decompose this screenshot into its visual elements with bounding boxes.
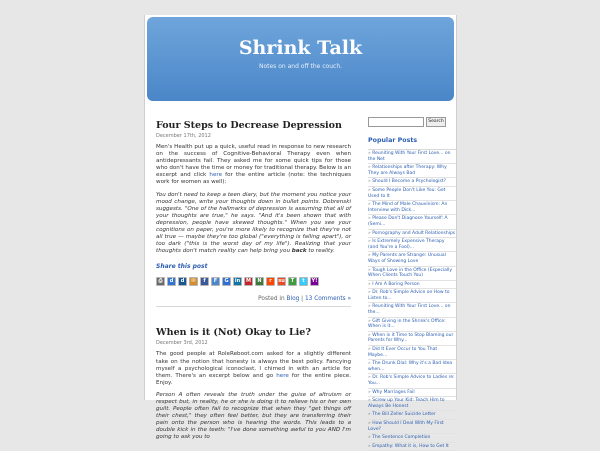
popular-post-link[interactable]: [368, 389, 456, 398]
popular-post-link[interactable]: [368, 289, 456, 303]
popular-post-title: Dr. Rob's Simple Advice to Ladies re: You...: [368, 375, 455, 386]
bullet-icon: »: [368, 202, 373, 208]
bullet-icon: »: [368, 443, 373, 449]
popular-post-title: Did It Ever Occur to You That Maybe...: [368, 347, 438, 358]
popular-post-link[interactable]: [368, 443, 456, 451]
main-content: [156, 120, 351, 447]
popular-post-title: Reuniting With Your First Love... on the...: [368, 304, 451, 316]
bullet-icon: »: [368, 230, 373, 236]
meta-separator: |: [301, 296, 304, 303]
popular-post-link[interactable]: [368, 267, 456, 281]
bullet-icon: »: [368, 216, 373, 222]
popular-post-title: Should I Become a Psychologist?: [372, 179, 446, 185]
popular-post-link[interactable]: [368, 230, 456, 239]
print-icon[interactable]: ⎙: [156, 277, 165, 286]
reddit-icon[interactable]: r: [266, 277, 275, 286]
popular-post-link[interactable]: [368, 201, 456, 215]
bullet-icon: »: [368, 375, 373, 381]
popular-post-title: Dr. Rob's Simple Advice on How to Listen to...: [368, 290, 450, 301]
popular-post-title: Screw up Your Kid: Teach Him to Always Be Honest: [368, 398, 445, 409]
popular-post-link[interactable]: [368, 434, 456, 443]
post: [156, 327, 351, 441]
stumbleupon-icon[interactable]: su: [278, 278, 285, 285]
post: [156, 120, 351, 303]
popular-post-title: Tough Love in the Office (Especially When Clients Touch You): [368, 267, 453, 279]
popular-post-title: My Parents are Strange: Unusual Ways of Showing Love: [368, 253, 446, 264]
bullet-icon: »: [368, 420, 373, 426]
popular-post-link[interactable]: [368, 238, 456, 252]
popular-post-link[interactable]: [368, 411, 456, 420]
post-paragraph: [156, 144, 351, 187]
page-container: [144, 15, 457, 449]
comments-link[interactable]: 13 Comments »: [304, 296, 351, 303]
popular-post-link[interactable]: [368, 360, 456, 374]
bullet-icon: »: [368, 179, 373, 185]
post-quote: Person A often reveals the truth under the guise of altruism or respect but, in reality, he or she is doing it to relieve his or her own guilt. People often fail to recognize that when they "get things off their chest," they often feel better, but they are transferring their pain onto the person who is hearing the words. This leads to a double kick in the teeth: "I've done something awful to you AND I'm going to ask you to: [156, 391, 351, 441]
bullet-icon: »: [368, 187, 373, 193]
bullet-icon: »: [368, 361, 373, 367]
post-title-link[interactable]: Four Steps to Decrease Depression: [156, 120, 342, 131]
bullet-icon: »: [368, 412, 373, 418]
bullet-icon: »: [368, 318, 373, 324]
popular-post-title: Reuniting With Your First Love... on the Net: [368, 151, 451, 162]
sidebar: [368, 105, 456, 451]
bullet-icon: »: [368, 151, 373, 156]
search-form: [368, 117, 456, 127]
post-text-bold: back: [291, 248, 307, 255]
popular-post-link[interactable]: [368, 420, 456, 434]
popular-post-title: The Sentence Completion: [372, 435, 431, 441]
bullet-icon: »: [368, 165, 373, 171]
popular-posts-heading: Popular Posts: [368, 137, 418, 144]
post-text: The good people at RoleReboot.com asked for a slightly different take on the notion that honesty is always the best policy. Fancying myself a psychological iconoclast, I chimed in with an article for them. There's an excerpt below and go: [156, 351, 351, 379]
popular-post-link[interactable]: [368, 164, 456, 178]
bullet-icon: »: [368, 304, 373, 310]
popular-post-link[interactable]: [368, 281, 456, 290]
google-icon[interactable]: G: [222, 277, 231, 286]
post-date: December 3rd, 2012: [156, 340, 208, 347]
search-button[interactable]: Search: [426, 117, 446, 127]
popular-post-title: The Bill Zeller Suicide Letter: [372, 412, 436, 418]
post-title-link[interactable]: When is it (Not) Okay to Lie?: [156, 327, 311, 339]
digg-icon[interactable]: d: [178, 277, 187, 286]
popular-post-title: Please Don't Diagnose Yourself: A (Semi...: [368, 216, 448, 227]
share-icons-row: [156, 277, 351, 286]
posted-in-label: Posted in: [258, 296, 285, 303]
popular-post-link[interactable]: [368, 374, 456, 388]
popular-post-link[interactable]: [368, 150, 456, 164]
post-quote: [156, 192, 351, 256]
popular-post-link[interactable]: [368, 178, 456, 187]
post-text: to reality.: [308, 248, 335, 255]
popular-post-title: The Mind of Male Chauvinism: An Interview with Dick...: [368, 202, 448, 213]
popular-post-link[interactable]: [368, 332, 456, 346]
popular-post-title: Pornography and Adult Relationships: [372, 230, 456, 236]
post-meta: [156, 295, 351, 303]
linkedin-icon[interactable]: in: [234, 278, 241, 285]
post-text: for the entire article (note: the techniques work for women as well):: [156, 172, 352, 186]
bullet-icon: »: [368, 267, 373, 273]
twitter-icon[interactable]: t: [299, 277, 308, 286]
yahoo-icon[interactable]: Y!: [311, 278, 318, 285]
popular-post-title: The Drunk Dial: Why it's a Bad Idea when...: [368, 361, 453, 372]
popular-post-title: Is Extremely Expensive Therapy (and You're a Fool)...: [368, 239, 445, 250]
post-text: for the entire piece. Enjoy.: [156, 372, 351, 386]
newsvine-icon[interactable]: N: [255, 277, 264, 286]
post-text: Men's Health put up a quick, useful read in response to new research on the success of Cognitive-Behavioral Therapy even when antidepressants fail. They asked me for some quick tips for those who don't have the time or money for traditional therapy. Below is an excerpt and click: [156, 144, 351, 179]
blog-title[interactable]: Shrink Talk: [238, 37, 363, 59]
bullet-icon: »: [368, 398, 373, 404]
category-link[interactable]: Blog: [286, 296, 300, 303]
popular-post-title: Empathy: What it is, How to Get It: [372, 443, 449, 449]
blog-tagline: Notes on and off the couch.: [258, 63, 343, 70]
popular-post-title: How Should I Deal With My First Love?: [368, 420, 444, 432]
share-title: Share this post: [156, 263, 208, 271]
article-link[interactable]: here: [209, 172, 223, 179]
mixx-icon[interactable]: M: [244, 277, 253, 286]
post-text: You don't need to keep a teen diary, but the moment you notice your mood change, write your thoughts down in bullet points. Dobrenski suggests. "One of the hallmarks of depression is assuming that all of your thoughts are true," he says. "And it's been shown that with depression, people have skewed thoughts." When you see your cognitions on paper, you're more likely to recognize that they're not all true — maybe they're too global ("everything is falling apart"), or too dark ("this is the worst day of my life"). Realizing that your thoughts don't match reality can help bring you: [156, 191, 351, 255]
popular-post-title: Some People Don't Like You: Get Used to It: [368, 187, 446, 199]
popular-post-link[interactable]: [368, 346, 456, 360]
bullet-icon: »: [368, 332, 373, 338]
friendfeed-icon[interactable]: F: [211, 277, 220, 286]
bullet-icon: »: [368, 389, 373, 395]
bullet-icon: »: [368, 253, 373, 259]
popular-post-link[interactable]: [368, 303, 456, 317]
post-divider: [156, 306, 351, 307]
bullet-icon: »: [368, 347, 373, 353]
bullet-icon: »: [368, 239, 373, 245]
facebook-icon[interactable]: f: [200, 277, 209, 286]
popular-post-link[interactable]: [368, 252, 456, 266]
bullet-icon: »: [368, 435, 373, 441]
bullet-icon: »: [368, 281, 373, 287]
post-date: December 17th, 2012: [156, 133, 211, 139]
delicious-icon[interactable]: d: [167, 277, 176, 286]
search-input[interactable]: [368, 117, 424, 127]
bullet-icon: »: [368, 290, 373, 296]
popular-post-link[interactable]: [368, 318, 456, 332]
popular-post-title: When is it Time to Stop Blaming our Parents for Why...: [368, 332, 454, 344]
popular-post-title: Gift Giving in the Shrink's Office: When is it...: [368, 318, 446, 330]
popular-post-title: I Am A Boring Person: [372, 281, 420, 287]
popular-posts-list: [368, 149, 456, 451]
technorati-icon[interactable]: T: [288, 277, 297, 286]
email-icon[interactable]: ✉: [189, 277, 198, 286]
popular-post-link[interactable]: [368, 187, 456, 201]
article-link[interactable]: here: [276, 372, 289, 379]
popular-post-title: Relationships after Therapy: Why They are Always Bad: [368, 165, 447, 176]
popular-post-link[interactable]: [368, 215, 456, 229]
blog-header: [147, 17, 454, 101]
popular-post-link[interactable]: [368, 397, 456, 411]
popular-post-title: Why Marriages Fail: [372, 389, 415, 395]
post-paragraph: [156, 351, 351, 386]
